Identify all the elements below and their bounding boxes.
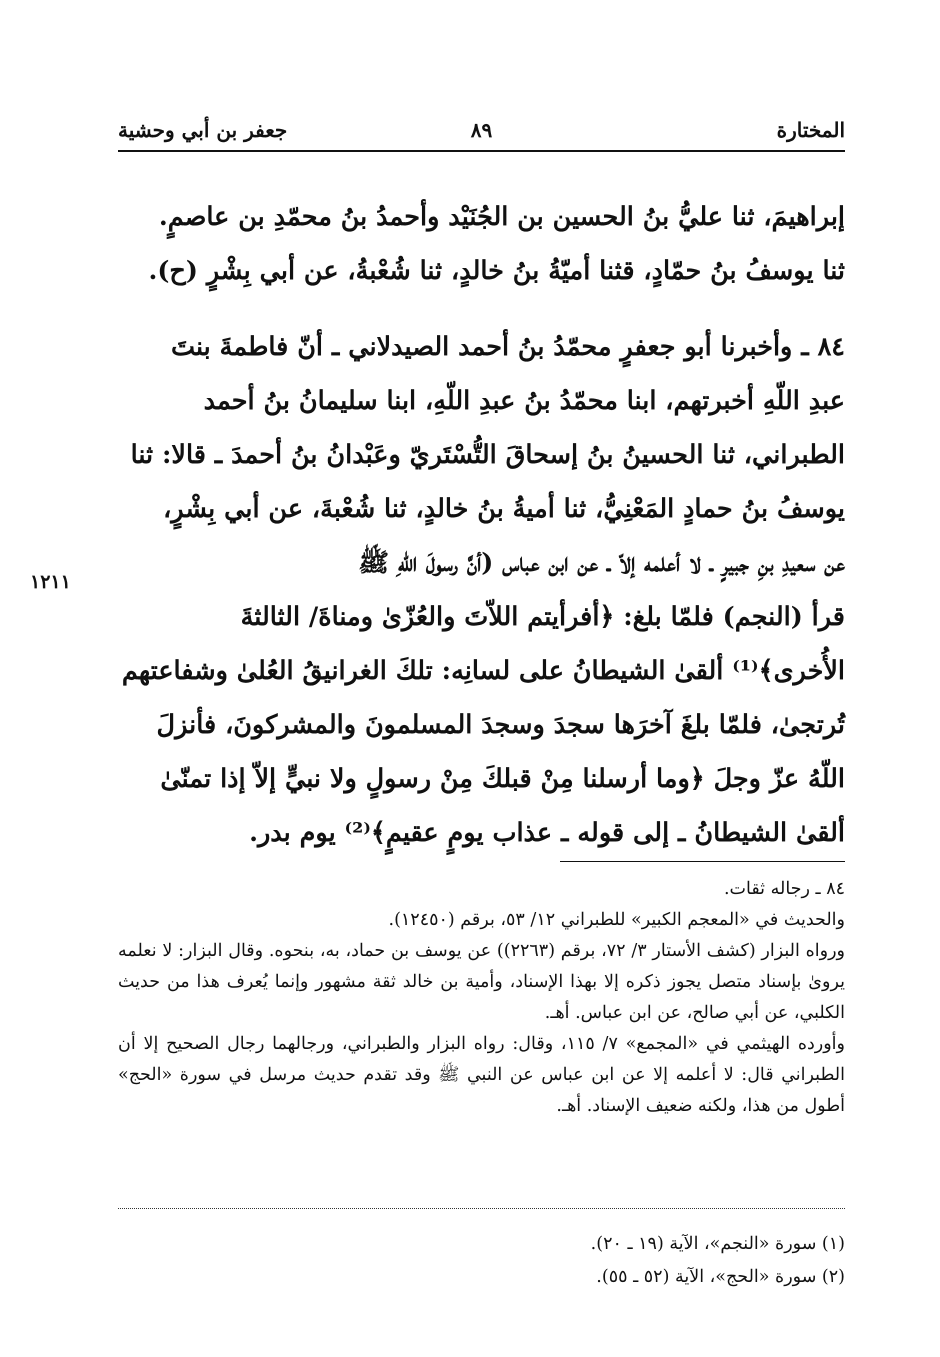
text-line: ثنا يوسفُ بنُ حمّادٍ، قثنا أميّةُ بنُ خالدٍ، ثنا شُعْبةُ، عن أبي بِشْرٍ (ح). (148, 256, 845, 286)
header-rule (118, 150, 845, 152)
text-line: ٨٤ ـ وأخبرنا أبو جعفرٍ محمّدُ بنُ أحمد الصيدلاني ـ أنّ فاطمةَ بنتَ (170, 332, 845, 362)
text-line: اللّهُ عزّ وجلَ ﴿وما أرسلنا مِنْ قبلكَ مِنْ رسولٍ ولا نبيٍّ إلاّ إذا تمنّىٰ (160, 764, 845, 794)
note-paragraph: ورواه البزار (كشف الأستار ٣/ ٧٢، برقم (٢٢٦٣)) عن يوسف بن حماد، به، بنحوه. وقال البزار: لا نعلمه يروىٰ بإسناد متصل يجوز ذكره إلا بهذا الإسناد، وأمية بن خالد ثقة مشهور وإنما يُعرف هذا من حديث الكلبي، عن أبي صالح، عن ابن عباس. أهـ. (118, 941, 846, 1023)
running-header (118, 112, 845, 152)
footnote: (٢) سورة «الحج»، الآية (٥٢ ـ ٥٥). (596, 1267, 845, 1287)
text-line: عبدِ اللّهِ أخبرتهم، ابنا محمّدُ بنُ عبدِ اللّهِ، ابنا سليمانُ بنُ أحمد (203, 386, 845, 416)
text-line: إبراهيمَ، ثنا عليُّ بنُ الحسين بن الجُنَيْد وأحمدُ بنُ محمّدِ بن عاصمٍ. (158, 202, 845, 232)
page-number: ٨٩ (470, 118, 493, 142)
book-title: المختارة (776, 118, 845, 142)
text-line: الأُخرى﴾⁽¹⁾ ألقىٰ الشيطانُ على لسانِه: تلكَ الغرانيقُ العُلىٰ وشفاعتهم (121, 656, 845, 686)
margin-reference: ١٢١١ (30, 571, 71, 593)
note-paragraph: وأورده الهيثمي في «المجمع» ٧/ ١١٥، وقال: رواه البزار والطبراني، ورجالهما رجال الصحيح إلا أن الطبراني قال: لا أعلمه إلا عن ابن عباس عن النبي ﷺ وقد تقدم حديث مرسل في سورة «الحج» أطول من هذا، ولكنه ضعيف الإسناد. أهـ. (118, 1034, 845, 1116)
text-line: الطبراني، ثنا الحسينُ بنُ إسحاقَ التُّسْتَريّ وعَبْدانُ بنُ أحمدَ ـ قالا: ثنا (130, 440, 845, 470)
note-paragraph: والحديث في «المعجم الكبير» للطبراني ١٢/ ٥٣، برقم (١٢٤٥٠). (388, 910, 845, 930)
text-line: قرأ (النجم) فلمّا بلغ: ﴿أفرأيتم اللاّتَ والعُزّىٰ ومناةَ/ الثالثةَ (240, 602, 845, 632)
commentary-notes (118, 874, 845, 1122)
footnote: (١) سورة «النجم»، الآية (١٩ ـ ٢٠). (590, 1234, 845, 1254)
notes-rule (560, 861, 845, 862)
footnotes (118, 1228, 845, 1294)
text-line: يوسفُ بنُ حمادٍ المَعْنِيُّ، ثنا أميةُ بنُ خالدٍ، ثنا شُعْبةَ، عن أبي بِشْرٍ، (163, 494, 845, 524)
note-paragraph: ٨٤ ـ رجاله ثقات. (723, 879, 845, 899)
text-line: عن سعيدِ بنِ جبيرٍ ـ لا أعلمه إلاّ ـ عن ابن عباس (أنَّ رسولَ اللّهِ ﷺ (358, 548, 845, 578)
text-line: ألقىٰ الشيطانُ ـ إلى قوله ـ عذاب يومٍ عقيمٍ﴾⁽²⁾ يوم بدر. (249, 818, 845, 848)
main-text (118, 190, 845, 860)
text-line: تُرتجىٰ، فلمّا بلغَ آخرَها سجدَ وسجدَ المسلمونَ والمشركونَ، فأنزلَ (156, 710, 845, 740)
section-title: جعفر بن أبي وحشية (118, 118, 288, 142)
footnote-rule (118, 1208, 845, 1209)
